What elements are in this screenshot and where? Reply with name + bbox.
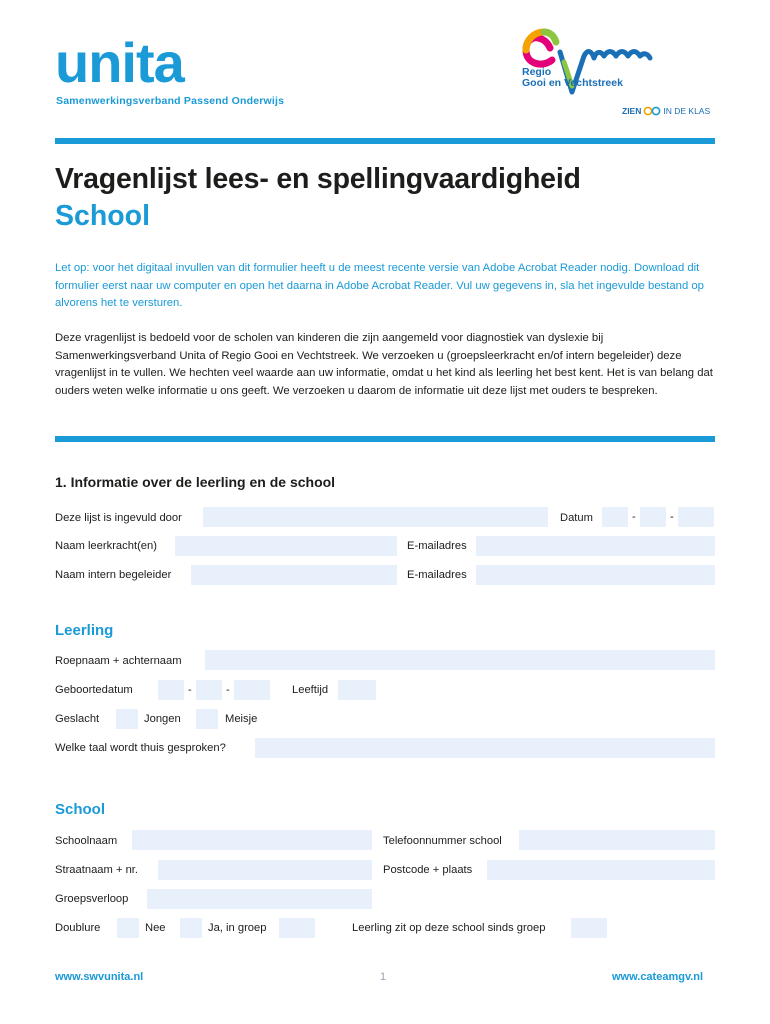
doublure-groep-field[interactable]: [279, 918, 315, 938]
taal-field[interactable]: [255, 738, 715, 758]
telefoon-label: Telefoonnummer school: [383, 835, 502, 847]
sinds-groep-label: Leerling zit op deze school sinds groep: [352, 922, 546, 934]
postcode-field[interactable]: [487, 860, 715, 880]
regio-line1: Regio: [522, 66, 552, 78]
meisje-checkbox[interactable]: [196, 709, 218, 729]
regio-line2: Gooi en Vechtstreek: [522, 77, 623, 89]
datum-month-field[interactable]: [640, 507, 666, 527]
glasses-icon: [643, 106, 661, 116]
leerling-title: Leerling: [55, 622, 114, 639]
date-separator: -: [226, 684, 230, 696]
zien-text: ZIEN: [622, 106, 642, 116]
unita-logo: [55, 38, 205, 90]
intro-paragraph: Deze vragenlijst is bedoeld voor de scholen van kinderen die zijn aangemeld voor diagnostiek van dyslexie bij Samenwerkingsverband Unita of Regio Gooi en Vechtstreek. We verzoeken u (groepsleerkracht en/of intern begeleider) deze vragenlijst in te vullen. We hechten veel waarde aan uw informatie, omdat u het kind als leerling het best kent. Het is van belang dat ouders weten welke informatie u ons geeft. We verzoeken u daarom de informatie uit deze lijst met ouders te bespreken.: [55, 332, 713, 397]
unita-logo-text: unita: [55, 38, 184, 90]
footer-link-cateamgv[interactable]: www.cateamgv.nl: [612, 971, 704, 983]
naam-ib-field[interactable]: [191, 565, 397, 585]
datum-day-field[interactable]: [602, 507, 628, 527]
geboortedatum-label: Geboortedatum: [55, 684, 133, 696]
groepsverloop-field[interactable]: [147, 889, 372, 909]
doublure-label: Doublure: [55, 922, 101, 934]
ingevuld-door-field[interactable]: [203, 507, 548, 527]
telefoon-field[interactable]: [519, 830, 715, 850]
date-separator: -: [632, 511, 636, 523]
jongen-label: Jongen: [144, 713, 181, 725]
email-ib-field[interactable]: [476, 565, 715, 585]
postcode-label: Postcode + plaats: [383, 864, 473, 876]
ja-in-groep-label: Ja, in groep: [208, 922, 267, 934]
doublure-nee-checkbox[interactable]: [117, 918, 139, 938]
school-title: School: [55, 801, 106, 818]
section-1-title: 1. Informatie over de leerling en de school: [55, 474, 336, 490]
page-number: 1: [380, 971, 387, 983]
page-subtitle: School: [55, 200, 151, 232]
leeftijd-field[interactable]: [338, 680, 376, 700]
roepnaam-field[interactable]: [205, 650, 715, 670]
jongen-checkbox[interactable]: [116, 709, 138, 729]
email-ib-label: E-mailadres: [407, 569, 467, 581]
acrobat-note: Let op: voor het digitaal invullen van dit formulier heeft u de meest recente versie van Adobe Acrobat Reader nodig. Download dit formulier eerst naar uw computer en open het daarna in Adobe Acrobat Reader. Vul uw gegevens in, sla het ingevulde bestand op alvorens het te versturen.: [55, 262, 704, 309]
schoolnaam-label: Schoolnaam: [55, 835, 118, 847]
in-de-klas-text: IN DE KLAS: [663, 106, 711, 116]
groepsverloop-label: Groepsverloop: [55, 893, 129, 905]
email-leerkracht-field[interactable]: [476, 536, 715, 556]
regio-logo-text: [522, 67, 623, 89]
zien-in-de-klas: [622, 106, 710, 116]
ingevuld-door-label: Deze lijst is ingevuld door: [55, 512, 182, 524]
date-separator: -: [670, 511, 674, 523]
naam-leerkracht-label: Naam leerkracht(en): [55, 540, 157, 552]
top-divider: [55, 138, 715, 144]
date-separator: -: [188, 684, 192, 696]
naam-ib-label: Naam intern begeleider: [55, 569, 172, 581]
geboortedatum-month-field[interactable]: [196, 680, 222, 700]
geboortedatum-year-field[interactable]: [234, 680, 270, 700]
leeftijd-label: Leeftijd: [292, 684, 329, 696]
nee-label: Nee: [145, 922, 166, 934]
section-divider: [55, 436, 715, 442]
email-leerkracht-label: E-mailadres: [407, 540, 467, 552]
meisje-label: Meisje: [225, 713, 258, 725]
datum-label: Datum: [560, 512, 593, 524]
naam-leerkracht-field[interactable]: [175, 536, 397, 556]
sinds-groep-field[interactable]: [571, 918, 607, 938]
footer-link-swvunita[interactable]: www.swvunita.nl: [55, 971, 144, 983]
doublure-ja-checkbox[interactable]: [180, 918, 202, 938]
geslacht-label: Geslacht: [55, 713, 100, 725]
schoolnaam-field[interactable]: [132, 830, 372, 850]
tagline: Samenwerkingsverband Passend Onderwijs: [56, 95, 285, 107]
taal-label: Welke taal wordt thuis gesproken?: [55, 742, 226, 754]
straatnaam-label: Straatnaam + nr.: [55, 864, 139, 876]
page-title: Vragenlijst lees- en spellingvaardigheid: [55, 163, 581, 195]
datum-year-field[interactable]: [678, 507, 714, 527]
roepnaam-label: Roepnaam + achternaam: [55, 655, 182, 667]
regio-gooi-logo: [520, 22, 670, 102]
geboortedatum-day-field[interactable]: [158, 680, 184, 700]
straatnaam-field[interactable]: [158, 860, 372, 880]
